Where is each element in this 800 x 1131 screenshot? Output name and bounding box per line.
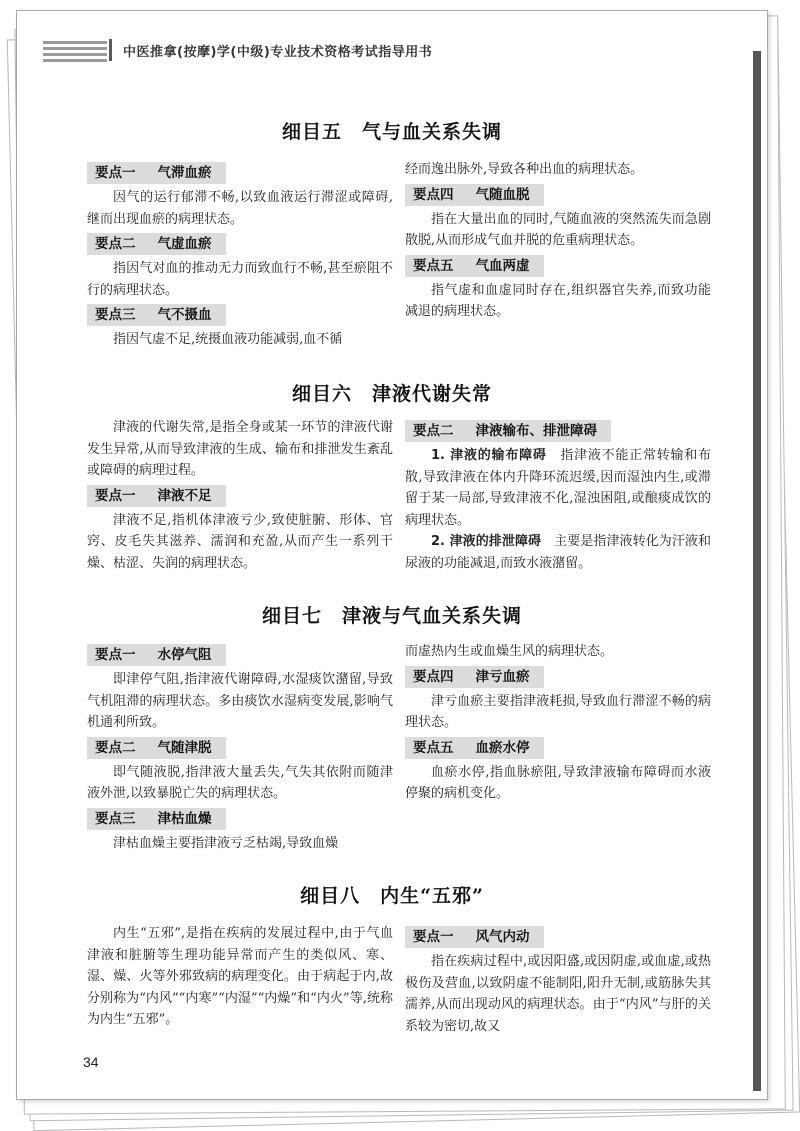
key-point-name: 气滞血瘀 <box>157 165 212 181</box>
key-point-name: 津亏血瘀 <box>475 668 530 685</box>
key-point-name: 津液不足 <box>157 487 212 504</box>
paragraph: 指因气虚不足,统摄血液功能减弱,血不循 <box>113 332 343 347</box>
key-point-heading <box>87 644 226 666</box>
paragraph: 津亏血瘀主要指津液耗损,导致血行滞涩不畅的病理状态。 <box>405 693 711 730</box>
key-point-label: 要点四 <box>413 186 454 203</box>
key-point-heading <box>87 162 226 184</box>
key-point-heading <box>405 666 544 688</box>
paragraph: 即津停气阻,指津液代谢障碍,水湿痰饮潴留,导致气机阻滞的病理状态。多由痰饮水湿病变发展,影响气机通利所致。 <box>87 672 393 730</box>
key-point-name: 水停气阻 <box>157 647 212 663</box>
paragraph-text: 指津液不能正常转输和布散,导致津液在体内升降环流迟缓,因而湿浊内生,或滞留于某一局部,导致津液不化,湿浊困阻,或酿痰成饮的病理状态。 <box>405 448 711 528</box>
header-title: 中医推拿(按摩)学(中级)专业技术资格考试指导用书 <box>123 45 433 60</box>
s6-left-column <box>87 417 393 574</box>
key-point-label: 要点一 <box>413 929 454 945</box>
key-point-label: 要点二 <box>95 739 136 756</box>
key-point-label: 要点一 <box>95 165 136 181</box>
key-point-name: 血瘀水停 <box>475 739 530 756</box>
paragraph: 津枯血燥主要指津液亏乏枯竭,导致血燥 <box>113 835 339 851</box>
section-title-s6: 细目六 津液代谢失常 <box>291 383 492 405</box>
key-point-label: 要点二 <box>95 236 136 252</box>
paragraph: 即气随液脱,指津液大量丢失,气失其依附而随津液外泄,以致暴脱亡失的病理状态。 <box>87 764 393 801</box>
s6-right-column <box>405 417 711 574</box>
page-number: 34 <box>83 1054 99 1070</box>
key-point-heading <box>405 420 611 442</box>
paragraph: 指气虚和血虚同时存在,组织器官失养,而致功能减退的病理状态。 <box>405 282 711 319</box>
header-ornament <box>43 41 107 65</box>
book-page <box>16 10 768 1100</box>
key-point-label: 要点二 <box>413 423 454 439</box>
key-point-heading <box>405 184 544 206</box>
paragraph: 经而逸出脉外,导致各种出血的病理状态。 <box>405 162 644 177</box>
key-point-heading <box>405 926 544 948</box>
key-point-label: 要点五 <box>413 739 454 756</box>
key-point-heading <box>87 485 226 507</box>
key-point-label: 要点一 <box>95 647 136 663</box>
key-point-name: 津枯血燥 <box>157 810 212 827</box>
key-point-name: 气随血脱 <box>475 186 530 203</box>
paragraph: 血瘀水停,指血脉瘀阻,导致津液输布障碍而水液停聚的病机变化。 <box>405 764 711 801</box>
running-header <box>17 31 767 65</box>
key-point-heading <box>87 233 226 255</box>
key-point-name: 风气内动 <box>475 929 530 945</box>
key-point-heading <box>405 255 544 277</box>
paragraph-text: 主要是指津液转化为汗液和尿液的功能减退,而致水液潴留。 <box>405 534 711 571</box>
header-divider <box>109 39 112 61</box>
paragraph: 津液不足,指机体津液亏少,致使脏腑、形体、官窍、皮毛失其滋养、濡润和充盈,从而产生一系列干燥、枯涩、失润的病理状态。 <box>87 512 393 571</box>
section-title-s5: 细目五 气与血关系失调 <box>281 121 502 143</box>
s7-left-column <box>87 641 393 854</box>
s7-right-column <box>405 641 711 805</box>
key-point-name: 气虚血瘀 <box>157 236 212 252</box>
paragraph <box>405 531 711 574</box>
paragraph: 指因气对血的推动无力而致血行不畅,甚至瘀阻不行的病理状态。 <box>87 261 393 298</box>
key-point-label: 要点五 <box>413 257 454 274</box>
paragraph: 指在疾病过程中,或因阳盛,或因阴虚,或血虚,或热极伤及营血,以致阴虚不能制阳,阳升无制,或筋脉失其濡养,从而出现动风的病理状态。由于“内风”与肝的关系较为密切,故又 <box>405 954 711 1034</box>
section-title-s7: 细目七 津液与气血关系失调 <box>261 605 522 627</box>
key-point-heading <box>87 304 226 326</box>
paragraph: 因气的运行郁滞不畅,以致血液运行滞涩或障碍,继而出现血瘀的病理状态。 <box>87 190 393 227</box>
key-point-label: 要点三 <box>95 810 136 827</box>
key-point-heading <box>405 737 544 759</box>
key-point-label: 要点四 <box>413 668 454 685</box>
paragraph: 内生“五邪”,是指在疾病的发展过程中,由于气血津液和脏腑等生理功能异常而产生的类似风、寒、湿、燥、火等外邪致病的病理变化。由于病起于内,故分别称为“内风”“内寒”“内湿”“内燥”和“内火”等,统称为内生“五邪”。 <box>87 926 393 1027</box>
key-point-heading <box>87 808 226 830</box>
page-edge <box>753 51 761 1091</box>
subheading: 1. 津液的输布障碍 <box>431 448 547 463</box>
paragraph <box>405 445 711 531</box>
s5-left-column <box>87 159 393 351</box>
paragraph: 指在大量出血的同时,气随血液的突然流失而急剧散脱,从而形成气血并脱的危重病理状态。 <box>405 211 711 248</box>
paragraph: 而虚热内生或血燥生风的病理状态。 <box>405 644 614 659</box>
key-point-name: 气不摄血 <box>157 307 212 323</box>
s8-left-column <box>87 923 393 1031</box>
paragraph: 津液的代谢失常,是指全身或某一环节的津液代谢发生异常,从而导致津液的生成、输布和排泄发生紊乱或障碍的病理过程。 <box>87 420 393 478</box>
key-point-heading <box>87 737 226 759</box>
s8-right-column <box>405 923 711 1037</box>
s5-right-column <box>405 159 711 323</box>
key-point-label: 要点三 <box>95 307 136 323</box>
key-point-name: 津液输布、排泄障碍 <box>475 423 597 439</box>
key-point-name: 气血两虚 <box>475 257 530 274</box>
subheading: 2. 津液的排泄障碍 <box>431 534 542 549</box>
section-title-s8: 细目八 内生“五邪” <box>300 885 484 907</box>
key-point-label: 要点一 <box>95 487 136 504</box>
key-point-name: 气随津脱 <box>157 739 212 756</box>
